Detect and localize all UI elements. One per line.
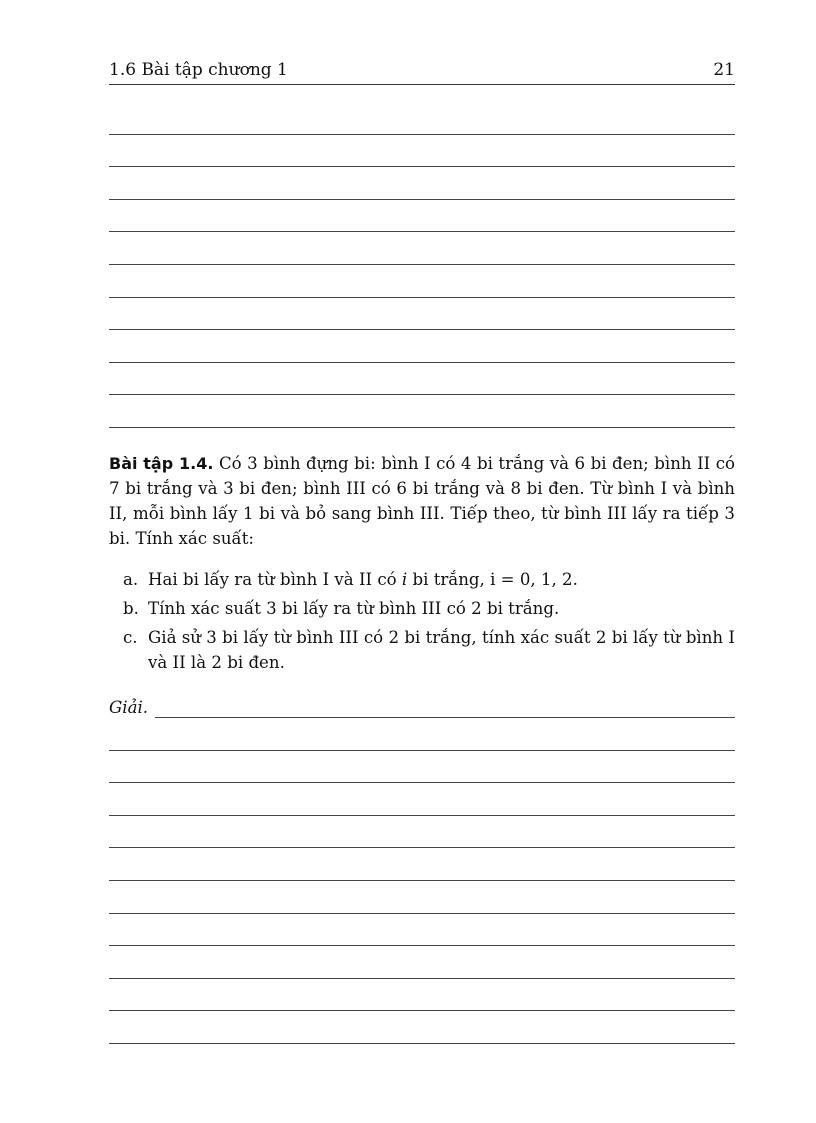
math-variable: i <box>401 570 408 589</box>
answer-line <box>109 848 735 881</box>
answer-line <box>155 696 735 718</box>
part-text: Tính xác suất 3 bi lấy ra từ bình III có 2 bi trắng. <box>148 599 560 618</box>
answer-lines-top <box>109 102 735 428</box>
section-title: 1.6 Bài tập chương 1 <box>109 60 288 80</box>
part-marker: c. <box>123 628 138 647</box>
part-text-segment: bi trắng, <box>407 570 491 589</box>
part-marker: a. <box>123 570 139 589</box>
running-header <box>109 58 735 85</box>
answer-line <box>109 751 735 784</box>
solution-label: Giải. <box>109 698 149 717</box>
solution-header <box>109 697 735 718</box>
answer-line <box>109 298 735 331</box>
answer-line <box>109 395 735 428</box>
answer-line <box>109 881 735 914</box>
part-text <box>148 567 735 592</box>
exercise-parts <box>123 567 735 675</box>
part-marker: b. <box>123 599 139 618</box>
answer-line <box>109 363 735 396</box>
part-c <box>123 625 735 675</box>
exercise-text: Có 3 bình đựng bi: bình I có 4 bi trắng và 6 bi đen; bình II có 7 bi trắng và 3 bi đen; bình III có 6 bi trắng và 8 bi đen. Từ bình I và bình II, mỗi bình lấy 1 bi và bỏ sang bình III. Tiếp theo, từ bình III lấy ra tiếp 3 bi. Tính xác suất: <box>109 454 735 548</box>
answer-line <box>109 718 735 751</box>
page-number: 21 <box>713 60 735 80</box>
answer-line <box>109 200 735 233</box>
exercise-1-4 <box>109 451 735 679</box>
answer-line <box>109 783 735 816</box>
answer-line <box>109 1011 735 1044</box>
answer-lines-bottom <box>109 718 735 1044</box>
answer-line <box>109 979 735 1012</box>
answer-line <box>109 265 735 298</box>
answer-line <box>109 135 735 168</box>
part-text: Giả sử 3 bi lấy từ bình III có 2 bi trắng, tính xác suất 2 bi lấy từ bình I và II là 2 bi đen. <box>148 628 735 672</box>
answer-line <box>109 330 735 363</box>
answer-line <box>109 914 735 947</box>
answer-line <box>109 232 735 265</box>
exercise-label: Bài tập 1.4. <box>109 454 214 473</box>
part-b <box>123 596 735 621</box>
math-expression: i = 0, 1, 2. <box>490 570 578 589</box>
answer-line <box>109 167 735 200</box>
answer-line <box>109 946 735 979</box>
part-text-segment: Hai bi lấy ra từ bình I và II có <box>148 570 402 589</box>
part-a <box>123 567 735 592</box>
answer-line <box>109 816 735 849</box>
answer-line <box>109 102 735 135</box>
exercise-statement <box>109 451 735 551</box>
